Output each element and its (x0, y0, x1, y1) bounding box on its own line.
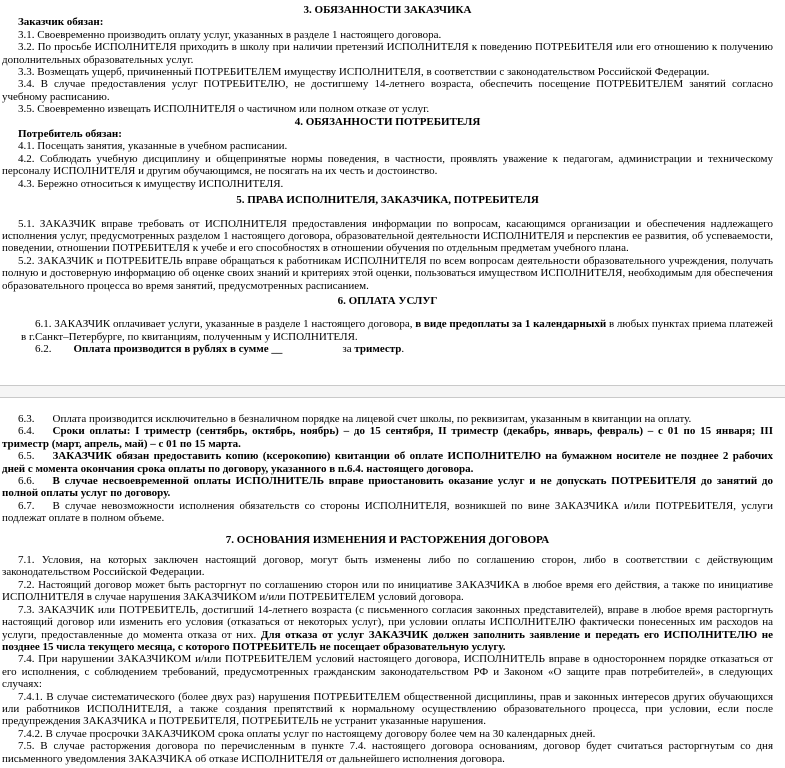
text-run: в виде предоплаты за 1 календарныхй (415, 318, 607, 331)
text-run: 7.5. В случае расторжения договора по перечисленным в пункте 7.4. настоящего договора основаниям, договор будет считаться расторгнутым со дня письменного уведомления ЗАКАЗЧИКА об отказе ИСПОЛНИТЕЛЯ от дальнейшего исполнения договора. (2, 740, 773, 765)
clause-3-3 (2, 66, 773, 78)
clause-7-2 (2, 579, 773, 604)
tab-spacer (35, 421, 53, 422)
clause-6-4 (2, 425, 773, 450)
text-run: 6.5. (18, 450, 35, 463)
text-run: Потребитель обязан: (18, 128, 122, 141)
text-run: 3. ОБЯЗАННОСТИ ЗАКАЗЧИКА (303, 4, 472, 16)
clause-7-5 (2, 740, 773, 765)
clause-7-4-2 (2, 728, 773, 740)
text-run: 4. ОБЯЗАННОСТИ ПОТРЕБИТЕЛЯ (294, 115, 481, 128)
tab-spacer (35, 458, 53, 459)
clause-3-5 (2, 103, 773, 115)
clause-7-4-1 (2, 691, 773, 728)
clause-6-7 (2, 500, 773, 525)
text-run: 5.1. ЗАКАЗЧИК вправе требовать от ИСПОЛНИТЕЛЯ предоставления информации по вопросам, касающимся организации и обеспечения надлежащего исполнения услуг, предусмотренных разделом 1 настоящего договора, образовательной деятельности ИСПОЛНИТЕЛЯ и перспектив ее развития, об успеваемости, поведении, отношении ПОТРЕБИТЕЛЯ к учебе и его способностях в отношении обучения по отдельным предметам учебного плана. (2, 217, 773, 255)
section-heading-3 (2, 4, 773, 16)
text-run: Оплата производится в рублях в сумме __ (73, 343, 283, 356)
clause-4-3 (2, 178, 773, 190)
text-run: Оплата производится исключительно в безналичном порядке на лицевой счет школы, по реквизитам, указанным в квитанции на оплату. (52, 413, 692, 425)
text-run: 4.3. Бережно относиться к имуществу ИСПОЛНИТЕЛЯ. (18, 177, 284, 190)
text-run: 6.6. (18, 475, 35, 488)
text-run: 7.4.1. В случае систематического (более двух раз) нарушения ПОТРЕБИТЕЛЕМ общественной дисциплины, прав и законных интересов других обучающихся или работников ИСПОЛНИТЕЛЯ, а также создания препятствий к нормальному осуществлению образовательного процесса, при условии, если после предупреждения ЗАКАЗЧИКА и ПОТРЕБИТЕЛЯ, ПОТРЕБИТЕЛЬ не устранит указанные нарушения. (2, 690, 773, 728)
clause-7-3 (2, 604, 773, 654)
clause-6-2 (21, 343, 773, 355)
text-run: 6.1. ЗАКАЗЧИК оплачивает услуги, указанные в разделе 1 настоящего договора, (35, 318, 416, 331)
text-run: 7.4. При нарушении ЗАКАЗЧИКОМ и/или ПОТРЕБИТЕЛЕМ условий настоящего договора, ИСПОЛНИТЕЛЬ вправе в одностороннем порядке отказаться от его исполнения, с соблюдением требований, предусмотренных гражданским законодательством РФ и Законом «О защите прав потребителей», в следующих случаях: (2, 653, 773, 691)
clause-6-5 (2, 450, 773, 475)
section-heading-7 (2, 534, 773, 546)
text-run: 5.2. ЗАКАЗЧИК и ПОТРЕБИТЕЛЬ вправе обращаться к работникам ИСПОЛНИТЕЛЯ по всем вопросам деятельности образовательного учреждения, получать полную и достоверную информацию об оценке своих знаний и критериях этой оценки, пользоваться имуществом ИСПОЛНИТЕЛЯ, необходимым для обеспечения образовательного процесса во время занятий, предусмотренных расписанием. (2, 254, 773, 292)
text-run: 6.7. (18, 499, 35, 512)
clause-4-2 (2, 153, 773, 178)
text-run: Заказчик обязан: (18, 16, 104, 29)
subheading-consumer-obligations (2, 128, 773, 140)
text-run: В случае невозможности исполнения обязательств со стороны ИСПОЛНИТЕЛЯ, возникшей по вине ЗАКАЗЧИКА и/или ПОТРЕБИТЕЛЯ, услуги подлежат оплате в полном объеме. (2, 499, 773, 525)
text-run: 3.2. По просьбе ИСПОЛНИТЕЛЯ приходить в школу при наличии претензий ИСПОЛНИТЕЛЯ к поведению ПОТРЕБИТЕЛЯ или его отношению к получению дополнительных образовательных услуг. (2, 41, 773, 66)
clause-4-1 (2, 140, 773, 152)
page-2 (0, 398, 785, 765)
text-run: за (342, 343, 355, 356)
clause-7-1 (2, 554, 773, 579)
section-heading-5 (2, 194, 773, 206)
text-run: 3.1. Своевременно производить оплату услуг, указанных в разделе 1 настоящего договора. (18, 28, 442, 41)
clause-7-4 (2, 653, 773, 690)
text-run: 7.2. Настоящий договор может быть расторгнут по соглашению сторон или по инициативе ЗАКАЗЧИКА в любое время его действия, а также по инициативе ИСПОЛНИТЕЛЯ в случае нарушения ЗАКАЗЧИКОМ и/или ПОТРЕБИТЕЛЕМ условий договора. (2, 578, 773, 604)
text-run: 7.1. Условия, на которых заключен настоящий договор, могут быть изменены либо по соглашению сторон, либо в соответствии с действующим законодательством Российской Федерации. (2, 554, 773, 579)
clause-6-1 (21, 318, 773, 343)
tab-spacer (52, 351, 74, 352)
clause-5-1 (2, 218, 773, 255)
text-run: Для отказа от услуг ЗАКАЗЧИК должен заполнить заявление и передать его ИСПОЛНИТЕЛЮ не позднее 15 числа текущего месяца, с которого ПОТРЕБИТЕЛЬ не посещает образовательную услугу. (2, 628, 773, 653)
text-run: 3.4. В случае предоставления услуг ПОТРЕБИТЕЛЮ, не достигшему 14-летнего возраста, обеспечить посещение ПОТРЕБИТЕЛЕМ занятий согласно учебному расписанию. (2, 78, 773, 103)
text-run: 6.4. (18, 425, 35, 438)
text-run: 7.3. ЗАКАЗЧИК или ПОТРЕБИТЕЛЬ, достигший 14-летнего возраста (с письменного согласия законных представителей), вправе в любое время расторгнуть настоящий договор или изменить его условия (отказаться от некоторых услуг), при условии оплаты ИСПОЛНИТЕЛЮ фактически понесенных им расходов на услуги, предоставленные до момента отказа от них. (2, 603, 773, 641)
text-run: 3.3. Возмещать ущерб, причиненный ПОТРЕБИТЕЛЕМ имуществу ИСПОЛНИТЕЛЯ, в соответствии с законодательством Российской Федерации. (18, 66, 710, 79)
text-run: триместр (354, 343, 402, 356)
clause-3-4 (2, 78, 773, 103)
text-run: 5. ПРАВА ИСПОЛНИТЕЛЯ, ЗАКАЗЧИКА, ПОТРЕБИТЕЛЯ (236, 194, 539, 207)
text-run: 3.5. Своевременно извещать ИСПОЛНИТЕЛЯ о частичном или полном отказе от услуг. (18, 103, 430, 116)
text-run: Сроки оплаты: I триместр (сентябрь, октябрь, ноябрь) – до 15 сентября, II триместр (декабрь, январь, февраль) – с 01 по 15 января; III триместр (март, апрель, май) – с 01 по 15 марта. (2, 425, 773, 450)
text-run: 4.2. Соблюдать учебную дисциплину и общепринятые нормы поведения, в частности, проявлять уважение к педагогам, администрации и техническому персоналу ИСПОЛНИТЕЛЯ и другим обучающимся, не посягать на их честь и достоинство. (2, 152, 773, 178)
clause-3-1 (2, 29, 773, 41)
clause-5-2 (2, 255, 773, 292)
tab-spacer (35, 433, 53, 434)
text-run: 6.3. (18, 413, 35, 425)
subheading-customer-obligations (2, 16, 773, 28)
text-run: 7. ОСНОВАНИЯ ИЗМЕНЕНИЯ И РАСТОРЖЕНИЯ ДОГОВОРА (225, 533, 550, 546)
tab-spacer (35, 483, 53, 484)
text-run: 6.2. (35, 343, 52, 356)
text-run: . (401, 343, 405, 356)
clause-6-6 (2, 475, 773, 500)
tab-spacer (35, 508, 53, 509)
section-heading-6 (2, 295, 773, 307)
tab-spacer (282, 351, 342, 352)
text-run: 7.4.2. В случае просрочки ЗАКАЗЧИКОМ срока оплаты услуг по настоящему договору более чем на 30 календарных дней. (18, 727, 596, 740)
text-run: В случае несвоевременной оплаты ИСПОЛНИТЕЛЬ вправе приостановить оказание услуг и не допускать ПОТРЕБИТЕЛЯ до занятий до полной оплаты услуг по договору. (2, 475, 773, 500)
page-separator (0, 385, 785, 398)
clause-6-3 (2, 413, 773, 425)
clause-3-2 (2, 41, 773, 66)
section-heading-4 (2, 116, 773, 128)
text-run: ЗАКАЗЧИК обязан предоставить копию (ксерокопию) квитанции об оплате ИСПОЛНИТЕЛЮ на бумажном носителе не позднее 2 рабочих дней с момента окончания срока оплаты по договору, указанного в п.6.4. настоящего договора. (2, 450, 773, 475)
text-run: 4.1. Посещать занятия, указанные в учебном расписании. (18, 140, 288, 153)
text-run: в любых пунктах приема платежей в г.Санкт–Петербурге, по квитанциям, полученным у ИСПОЛНИТЕЛЯ. (21, 318, 774, 343)
text-run: 6. ОПЛАТА УСЛУГ (337, 294, 438, 307)
